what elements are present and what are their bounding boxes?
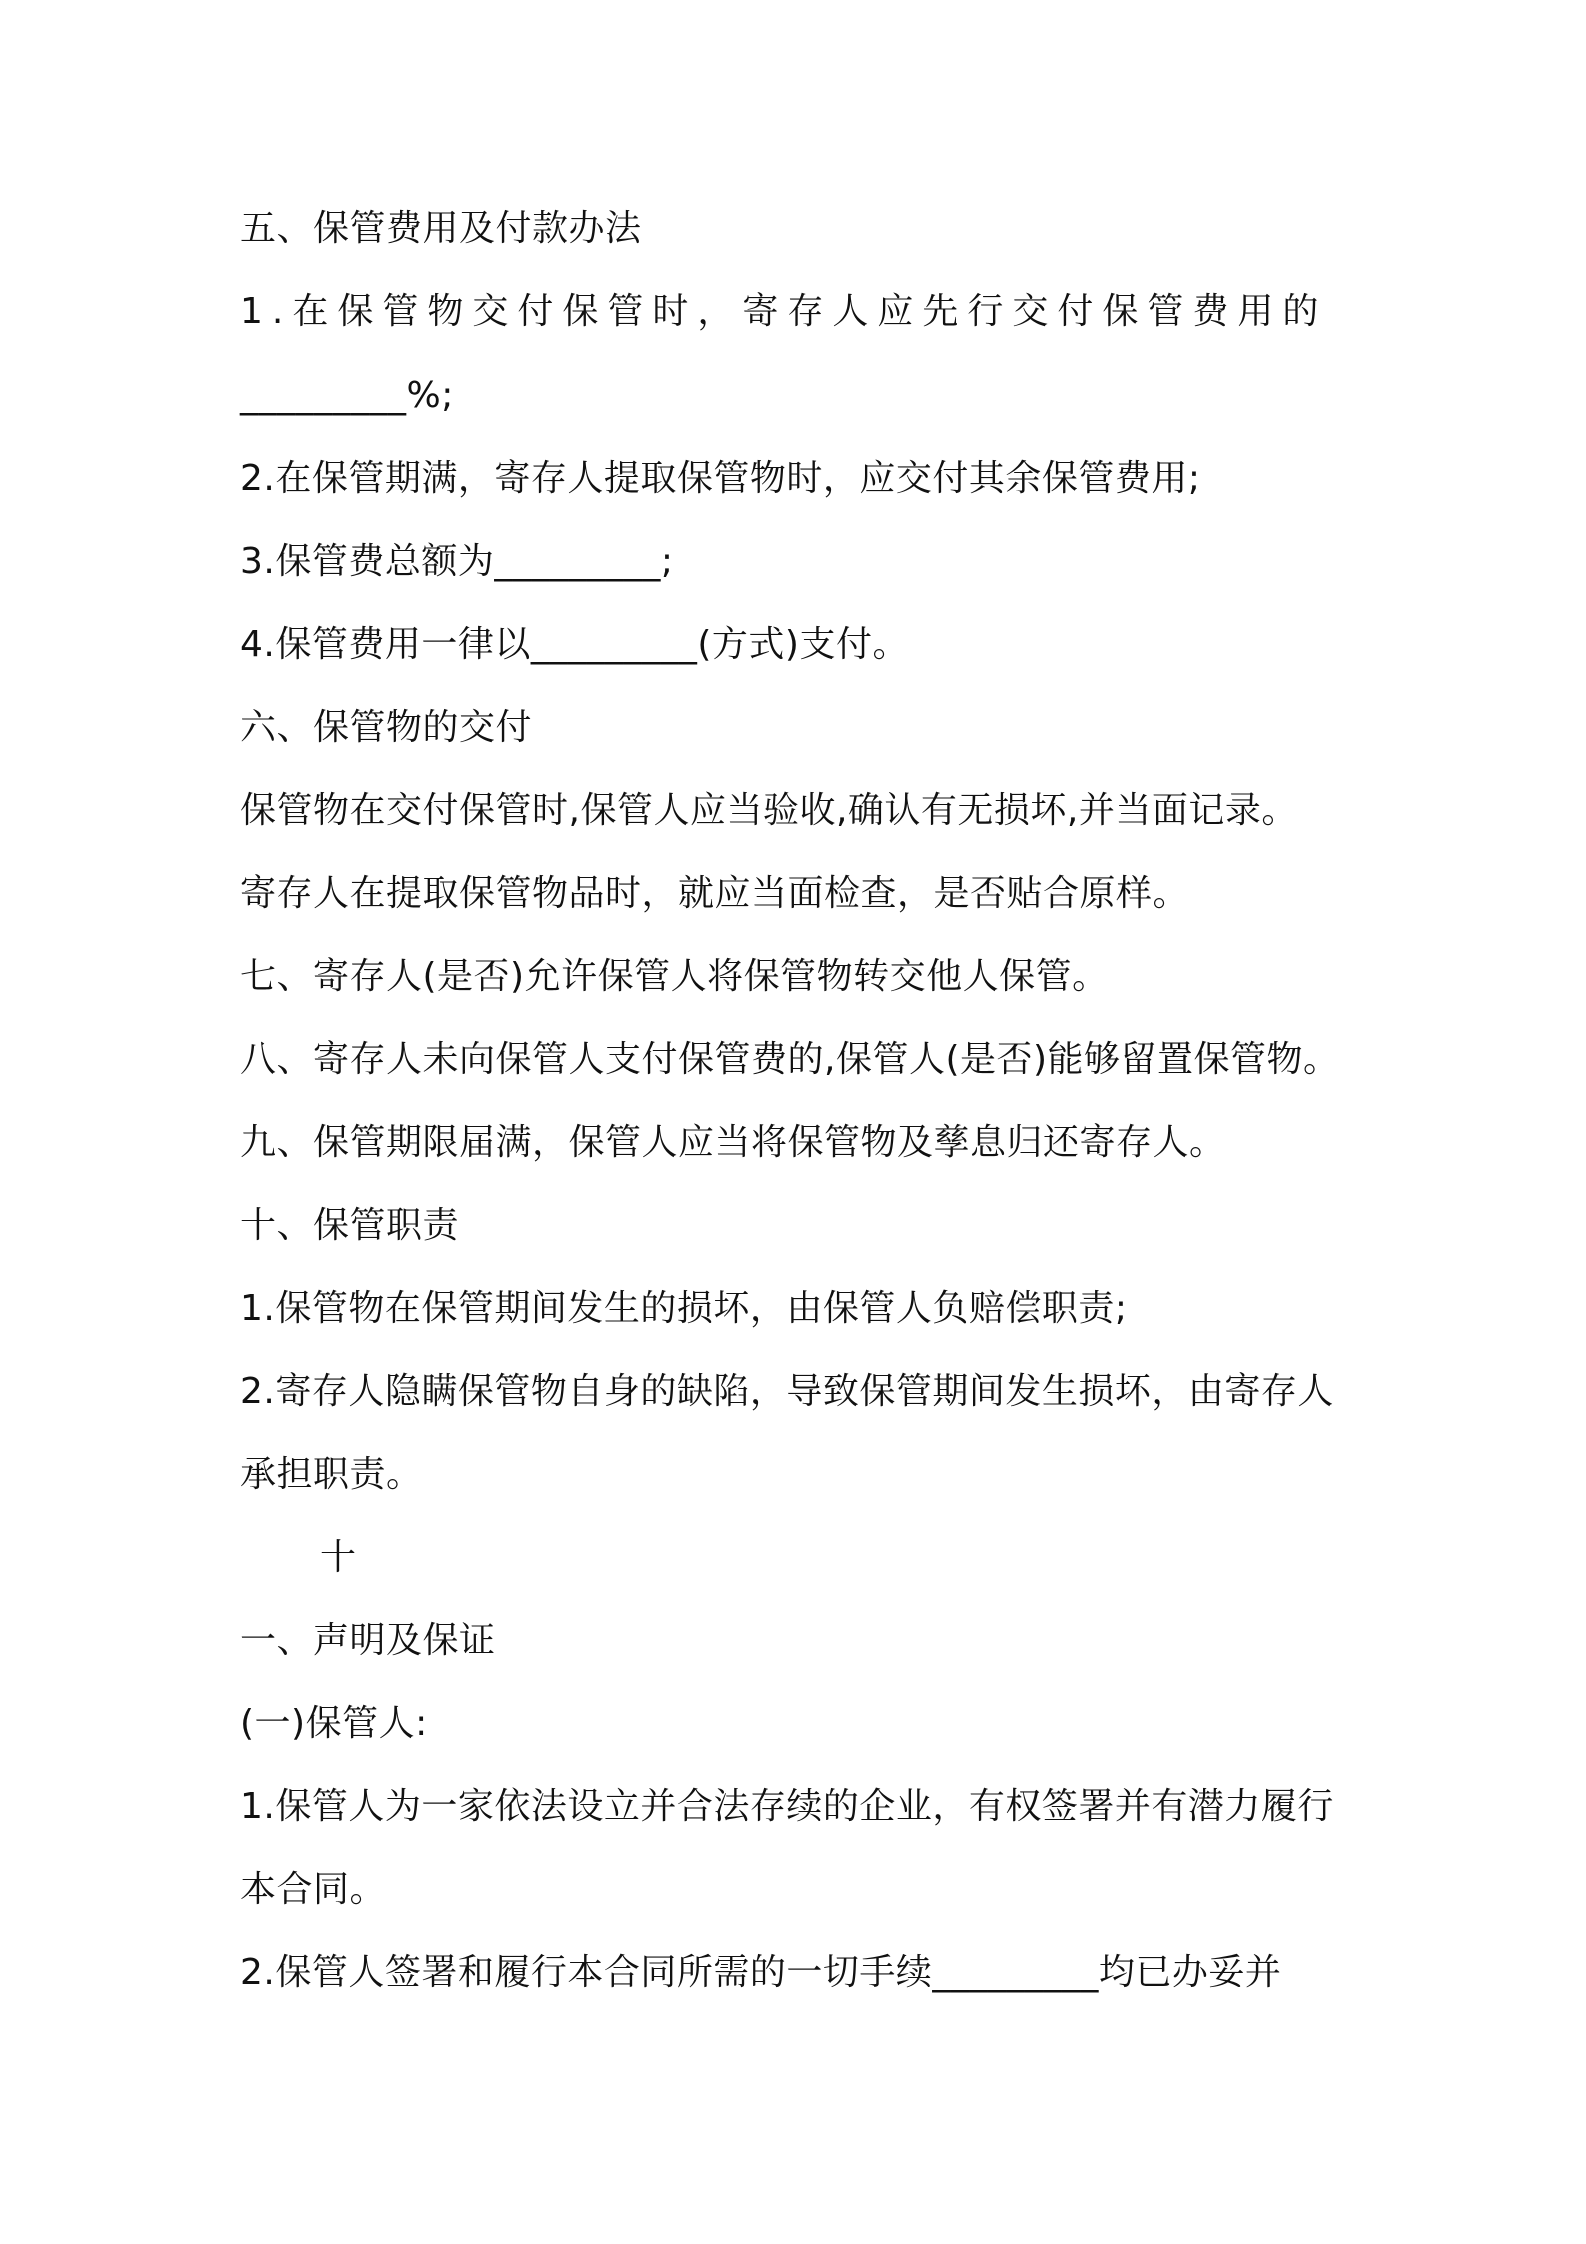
section-7-line: 七、寄存人(是否)允许保管人将保管物转交他人保管。	[240, 956, 1109, 997]
paragraph-line: 保管物在交付保管时,保管人应当验收,确认有无损坏,并当面记录。	[240, 790, 1298, 831]
subsection-heading: (一)保管人:	[240, 1703, 428, 1744]
paragraph-line: 2.寄存人隐瞒保管物自身的缺陷，导致保管期间发生损坏，由寄存人	[240, 1371, 1334, 1412]
paragraph-line: 4.保管费用一律以_________(方式)支付。	[240, 624, 909, 665]
paragraph-line: 2.保管人签署和履行本合同所需的一切手续_________均已办妥并	[240, 1952, 1282, 1993]
section-8-line: 八、寄存人未向保管人支付保管费的,保管人(是否)能够留置保管物。	[240, 1039, 1340, 1080]
paragraph-line: 本合同。	[240, 1869, 387, 1910]
section-10-heading: 十、保管职责	[240, 1205, 460, 1246]
paragraph-line: 寄存人在提取保管物品时，就应当面检查，是否贴合原样。	[240, 873, 1190, 914]
section-5-heading: 五、保管费用及付款办法	[240, 208, 642, 249]
section-6-heading: 六、保管物的交付	[240, 707, 533, 748]
paragraph-line: 1.保管人为一家依法设立并合法存续的企业，有权签署并有潜力履行	[240, 1786, 1334, 1827]
paragraph-line: 1.在保管物交付保管时，寄存人应先行交付保管费用的	[240, 291, 1328, 332]
paragraph-line: 2.在保管期满，寄存人提取保管物时，应交付其余保管费用;	[240, 458, 1201, 499]
blank-fill-line: _________%;	[240, 375, 454, 416]
section-9-line: 九、保管期限届满，保管人应当将保管物及孳息归还寄存人。	[240, 1122, 1226, 1163]
paragraph-line: 1.保管物在保管期间发生的损坏，由保管人负赔偿职责;	[240, 1288, 1128, 1329]
section-11-heading: 一、声明及保证	[240, 1620, 496, 1661]
paragraph-line: 3.保管费总额为_________;	[240, 541, 674, 582]
paragraph-line: 承担职责。	[240, 1454, 423, 1495]
numbering-fragment: 十	[320, 1537, 357, 1578]
